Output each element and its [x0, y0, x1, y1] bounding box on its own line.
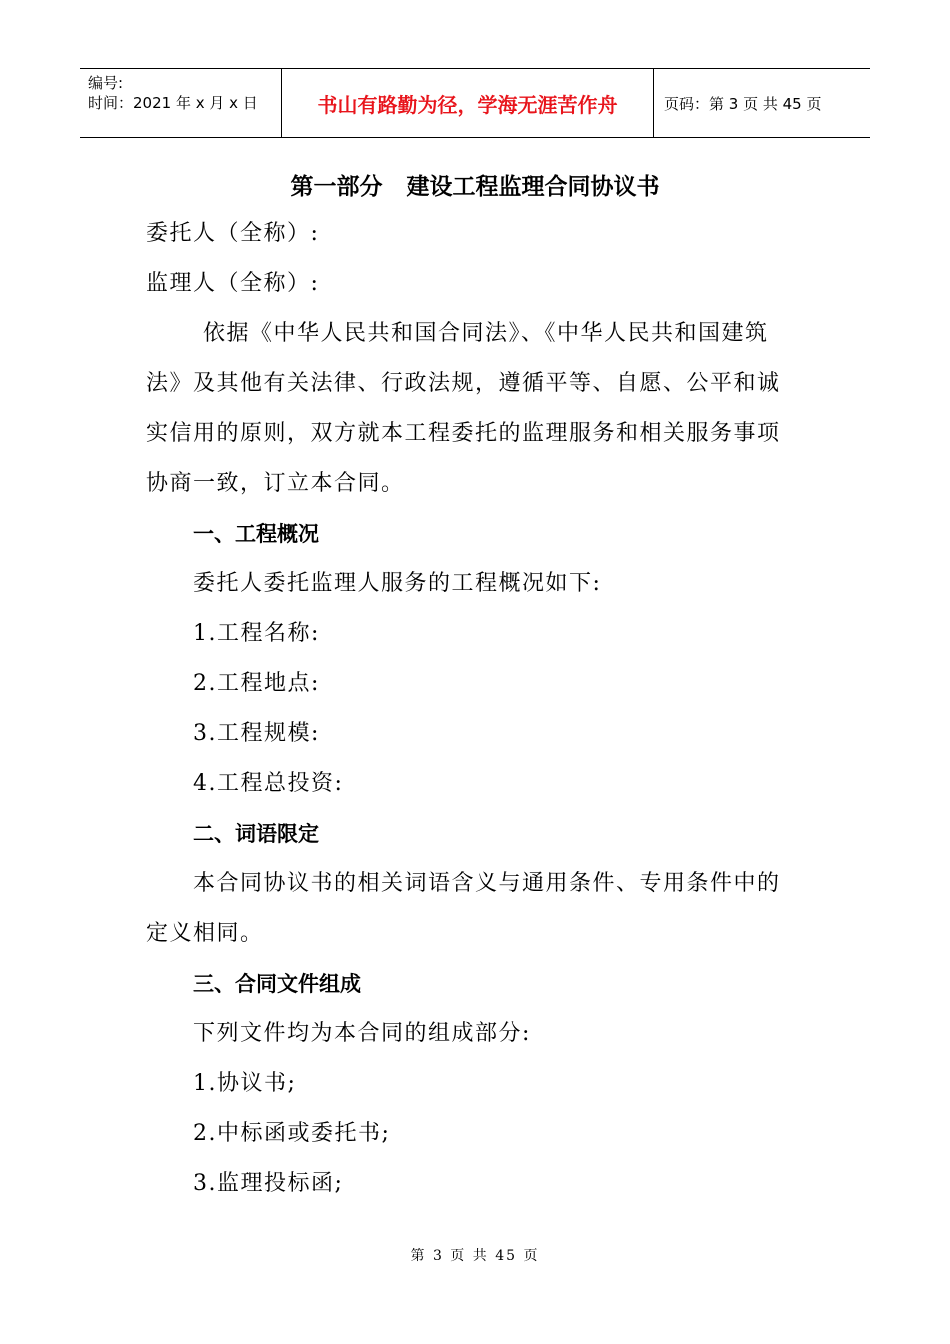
header-page-info: 页码：第 3 页 共 45 页 [664, 94, 822, 113]
overview-item: 3.工程规模: [193, 721, 320, 746]
page-title: 第一部分 建设工程监理合同协议书 [290, 174, 660, 200]
section-heading-documents: 三、合同文件组成 [193, 972, 361, 996]
page-footer: 第 3 页 共 45 页 [410, 1248, 540, 1264]
documents-item: 2.中标函或委托书; [193, 1121, 391, 1146]
overview-item: 2.工程地点: [193, 671, 320, 696]
section-overview-lead: 委托人委托监理人服务的工程概况如下: [193, 571, 602, 596]
intro-line-2: 法》及其他有关法律、行政法规，遵循平等、自愿、公平和诚 [146, 371, 781, 396]
intro-line-3: 实信用的原则，双方就本工程委托的监理服务和相关服务事项 [146, 421, 781, 446]
documents-item: 3.监理投标函; [193, 1171, 344, 1196]
section-heading-overview: 一、工程概况 [193, 522, 319, 546]
documents-lead: 下列文件均为本合同的组成部分: [193, 1021, 531, 1046]
document-header [80, 68, 870, 138]
section-heading-terms: 二、词语限定 [193, 822, 319, 846]
header-meta [80, 69, 282, 137]
overview-item: 1.工程名称: [193, 621, 320, 646]
documents-item: 1.协议书; [193, 1071, 297, 1096]
number-label: 编号: [88, 74, 124, 92]
terms-text-line-1: 本合同协议书的相关词语含义与通用条件、专用条件中的 [193, 871, 781, 896]
terms-text-line-2: 定义相同。 [146, 921, 264, 946]
header-motto: 书山有路勤为径，学海无涯苦作舟 [282, 69, 654, 137]
intro-line-1: 依据《中华人民共和国合同法》、《中华人民共和国建筑 [203, 321, 769, 346]
overview-item: 4.工程总投资: [193, 771, 344, 796]
client-line: 委托人（全称）: [146, 221, 320, 246]
time-label: 时间：2021 年 x 月 x 日 [88, 94, 258, 112]
intro-line-4: 协商一致，订立本合同。 [146, 471, 405, 496]
supervisor-line: 监理人（全称）: [146, 271, 320, 296]
